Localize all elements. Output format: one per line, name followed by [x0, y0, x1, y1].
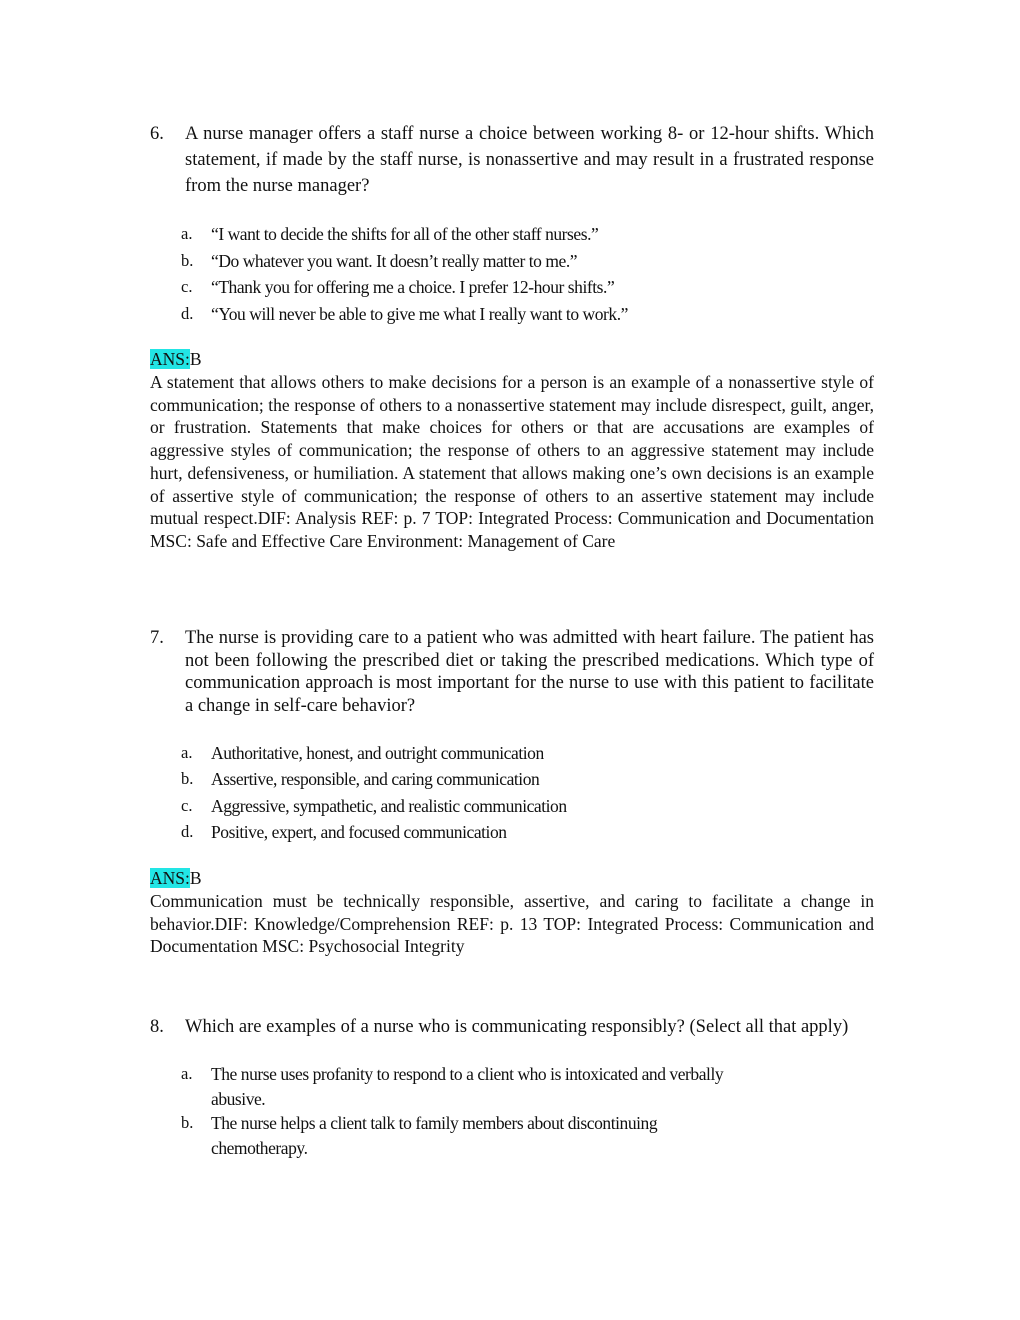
option-a[interactable] — [181, 740, 874, 767]
option-letter: a. — [181, 224, 193, 243]
question-stem — [150, 121, 874, 199]
option-letter: b. — [181, 1113, 194, 1132]
option-text: Aggressive, sympathetic, and realistic communication — [211, 795, 567, 816]
answer-label: ANS: — [150, 349, 190, 369]
answer-line — [150, 347, 874, 371]
option-b[interactable] — [181, 1111, 741, 1160]
question-8 — [150, 1014, 874, 1160]
option-d[interactable] — [181, 301, 874, 328]
option-list — [181, 221, 874, 327]
option-text: “Thank you for offering me a choice. I prefer 12-hour shifts.” — [211, 277, 615, 297]
option-list — [181, 740, 874, 846]
option-list — [181, 1062, 741, 1160]
option-letter: a. — [181, 1064, 193, 1083]
question-number: 8. — [150, 1017, 164, 1037]
option-text: The nurse uses profanity to respond to a client who is intoxicated and verbally abusive. — [211, 1064, 724, 1109]
question-7 — [150, 627, 874, 958]
question-text: Which are examples of a nurse who is communicating responsibly? (Select all that apply) — [185, 1017, 849, 1037]
rationale-text: Communication must be technically responsible, assertive, and caring to facilitate a change in behavior.DIF: Knowledge/Comprehension REF: p. 13 TOP: Integrated Process: Communication and Documentation MSC: Psychosocial Integrity — [150, 890, 874, 957]
option-d[interactable] — [181, 819, 874, 846]
answer-label: ANS: — [150, 867, 190, 888]
option-letter: c. — [181, 795, 193, 815]
option-text: “You will never be able to give me what I really want to work.” — [211, 303, 628, 324]
option-letter: d. — [181, 822, 194, 842]
option-text: Assertive, responsible, and caring communication — [211, 769, 540, 790]
question-stem — [150, 627, 874, 718]
option-text: The nurse helps a client talk to family members about discontinuing chemotherapy. — [211, 1113, 658, 1158]
option-letter: b. — [181, 769, 194, 789]
question-stem — [150, 1014, 874, 1040]
option-letter: b. — [181, 250, 194, 270]
option-c[interactable] — [181, 793, 874, 820]
question-number: 7. — [150, 628, 164, 648]
option-text: Positive, expert, and focused communication — [211, 822, 507, 843]
option-letter: a. — [181, 742, 193, 762]
option-text: “I want to decide the shifts for all of the other staff nurses.” — [211, 224, 599, 244]
option-b[interactable] — [181, 766, 874, 793]
answer-value: B — [189, 349, 202, 369]
option-text: “Do whatever you want. It doesn’t really matter to me.” — [211, 250, 578, 271]
question-text: The nurse is providing care to a patient who was admitted with heart failure. The patient has not been following the prescribed diet or taking the prescribed medications. Which type of communication approach is most important for the nurse to use with this patient to facilitate a change in self-care behavior? — [185, 628, 874, 717]
rationale-text: A statement that allows others to make decisions for a person is an example of a nonassertive style of communication; the response of others to a nonassertive statement may include disrespect, guilt, anger, or frustration. Statements that make choices for others or that are accusations are examples of aggressive styles of communication; the response of others to an aggressive statement may include hurt, defensiveness, or humiliation. A statement that allows making one’s own decisions is an example of assertive style of communication; the response of others to an assertive statement may include mutual respect.DIF: Analysis REF: p. 7 TOP: Integrated Process: Communication and Documentation MSC: Safe and Effective Care Environment: Management of Care — [150, 372, 874, 551]
option-letter: c. — [181, 277, 193, 296]
answer-value: B — [189, 867, 202, 888]
option-a[interactable] — [181, 1062, 741, 1111]
option-c[interactable] — [181, 274, 874, 301]
question-6 — [150, 121, 874, 553]
question-text: A nurse manager offers a staff nurse a choice between working 8- or 12-hour shifts. Which statement, if made by the staff nurse, is nonassertive and may result in a frustrated response from the nurse manager? — [185, 124, 874, 196]
option-a[interactable] — [181, 221, 874, 248]
option-text: Authoritative, honest, and outright communication — [211, 742, 544, 763]
option-letter: d. — [181, 303, 194, 323]
answer-line — [150, 866, 874, 890]
question-number: 6. — [150, 124, 164, 144]
option-b[interactable] — [181, 248, 874, 275]
